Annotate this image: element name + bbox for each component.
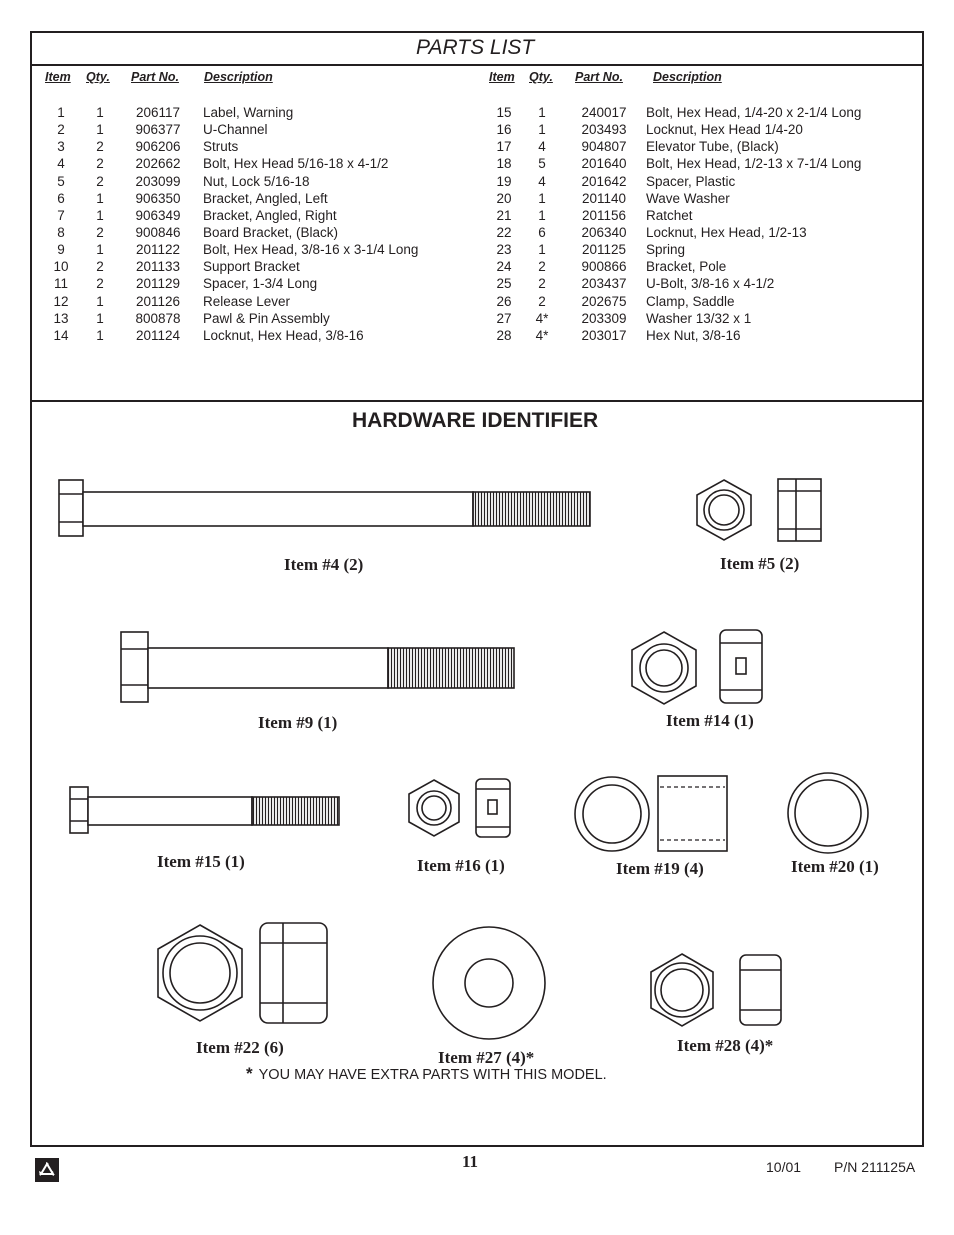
part-number: 201125 — [581, 242, 627, 258]
part-number: 201129 — [135, 276, 181, 292]
quantity: 1 — [96, 310, 104, 326]
item-14-nut-drawing — [632, 630, 762, 704]
description: Bolt, Hex Head, 1/4-20 x 2-1/4 Long — [646, 105, 862, 120]
quantity: 1 — [96, 122, 104, 138]
part-number: 906377 — [135, 122, 181, 138]
quantity: 2 — [96, 139, 104, 155]
quantity: 1 — [538, 190, 546, 206]
part-number: 800878 — [135, 310, 181, 326]
part-number: 904807 — [581, 139, 627, 155]
header-qty: Qty. — [86, 70, 110, 84]
description: Spacer, 1-3/4 Long — [203, 276, 318, 292]
quantity: 4 — [538, 173, 546, 189]
item-27-washer-drawing — [433, 927, 545, 1039]
page-number: 11 — [462, 1152, 479, 1171]
item-number: 4 — [57, 156, 65, 172]
description: Bracket, Angled, Right — [203, 207, 337, 223]
quantity: 1 — [538, 242, 546, 258]
part-number: 201126 — [135, 293, 181, 309]
description: Washer 13/32 x 1 — [646, 310, 752, 326]
item-28-caption: Item #28 (4)* — [677, 1036, 774, 1055]
quantity: 2 — [96, 173, 104, 189]
item-number: 9 — [57, 242, 65, 258]
description: Bolt, Hex Head, 3/8-16 x 3-1/4 Long — [203, 242, 419, 258]
part-number: 906206 — [135, 139, 181, 155]
part-number: 203309 — [581, 310, 627, 326]
item-5-nut-drawing — [697, 479, 821, 541]
description: Locknut, Hex Head, 3/8-16 — [203, 327, 364, 343]
description: Label, Warning — [203, 105, 294, 120]
parts-list-title: PARTS LIST — [416, 36, 535, 59]
item-4-bolt-drawing — [59, 480, 590, 536]
quantity: 2 — [96, 276, 104, 292]
description: Elevator Tube, (Black) — [646, 139, 779, 155]
item-16-caption: Item #16 (1) — [417, 856, 505, 875]
item-19-spacer-drawing — [575, 776, 727, 851]
part-number: 203437 — [581, 276, 627, 292]
item-9-bolt-drawing — [121, 632, 514, 702]
recycle-icon — [34, 1157, 60, 1183]
item-5-caption: Item #5 (2) — [720, 554, 800, 573]
item-20-washer-drawing — [788, 773, 868, 853]
part-number: 201133 — [135, 259, 181, 275]
part-number: 206117 — [135, 105, 181, 120]
item-number: 21 — [496, 207, 512, 223]
quantity: 1 — [96, 327, 104, 343]
footnote — [246, 1064, 607, 1084]
item-number: 7 — [57, 207, 65, 223]
footnote-star: * — [246, 1064, 253, 1083]
description: Clamp, Saddle — [646, 293, 735, 309]
item-number: 8 — [57, 224, 65, 240]
item-19-caption: Item #19 (4) — [616, 859, 704, 878]
quantity: 1 — [96, 293, 104, 309]
part-number: 203493 — [581, 122, 627, 138]
part-number: 201124 — [135, 327, 181, 343]
item-number: 13 — [53, 310, 69, 326]
item-20-caption: Item #20 (1) — [791, 857, 879, 876]
part-number: 201642 — [581, 173, 627, 189]
description: Support Bracket — [203, 259, 300, 275]
description: Spring — [646, 242, 686, 258]
description: U-Bolt, 3/8-16 x 4-1/2 — [646, 276, 775, 292]
item-number: 12 — [53, 293, 69, 309]
item-number: 5 — [57, 173, 65, 189]
description: Wave Washer — [646, 190, 730, 206]
part-number: 202662 — [135, 156, 181, 172]
description: Bracket, Angled, Left — [203, 190, 328, 206]
description: U-Channel — [203, 122, 268, 138]
description: Hex Nut, 3/8-16 — [646, 327, 741, 343]
part-number: 906350 — [135, 190, 181, 206]
description: Bolt, Hex Head, 1/2-13 x 7-1/4 Long — [646, 156, 862, 172]
part-number: 201640 — [581, 156, 627, 172]
part-number: 201140 — [581, 190, 627, 206]
item-number: 19 — [496, 173, 512, 189]
description: Struts — [203, 139, 239, 155]
description: Spacer, Plastic — [646, 173, 736, 189]
quantity: 1 — [96, 242, 104, 258]
part-number: 201156 — [581, 207, 627, 223]
part-number: 201122 — [135, 242, 181, 258]
item-number: 27 — [496, 310, 512, 326]
description: Bolt, Hex Head 5/16-18 x 4-1/2 — [203, 156, 389, 172]
item-number: 20 — [496, 190, 512, 206]
quantity: 2 — [538, 276, 546, 292]
part-number: 900866 — [581, 259, 627, 275]
quantity: 2 — [96, 224, 104, 240]
item-15-bolt-drawing — [70, 787, 339, 833]
quantity: 4* — [535, 327, 549, 343]
quantity: 2 — [96, 156, 104, 172]
item-number: 2 — [57, 122, 65, 138]
header-part-no: Part No. — [575, 70, 623, 84]
item-number: 25 — [496, 276, 512, 292]
item-number: 15 — [496, 105, 512, 120]
quantity: 2 — [538, 259, 546, 275]
quantity: 1 — [538, 105, 546, 120]
quantity: 1 — [96, 190, 104, 206]
item-number: 10 — [53, 259, 69, 275]
quantity: 1 — [538, 207, 546, 223]
header-description: Description — [204, 70, 273, 84]
footnote-text: YOU MAY HAVE EXTRA PARTS WITH THIS MODEL. — [258, 1067, 607, 1083]
part-number: 202675 — [581, 293, 627, 309]
item-22-nut-drawing — [158, 923, 327, 1023]
description: Locknut, Hex Head 1/4-20 — [646, 122, 803, 138]
description: Locknut, Hex Head, 1/2-13 — [646, 224, 807, 240]
quantity: 1 — [96, 105, 104, 120]
item-15-caption: Item #15 (1) — [157, 852, 245, 871]
description: Nut, Lock 5/16-18 — [203, 173, 310, 189]
item-number: 1 — [57, 105, 65, 120]
item-14-caption: Item #14 (1) — [666, 711, 754, 730]
description: Pawl & Pin Assembly — [203, 310, 330, 326]
item-number: 16 — [496, 122, 512, 138]
item-number: 22 — [496, 224, 512, 240]
quantity: 1 — [96, 207, 104, 223]
item-number: 26 — [496, 293, 512, 309]
item-number: 17 — [496, 139, 512, 155]
part-number: 203099 — [135, 173, 181, 189]
item-number: 14 — [53, 327, 69, 343]
header-description: Description — [653, 70, 722, 84]
header-part-no: Part No. — [131, 70, 179, 84]
description: Board Bracket, (Black) — [203, 224, 339, 240]
item-9-caption: Item #9 (1) — [258, 713, 338, 732]
description: Ratchet — [646, 207, 693, 223]
quantity: 4 — [538, 139, 546, 155]
item-number: 28 — [496, 327, 512, 343]
part-number: 206340 — [581, 224, 627, 240]
quantity: 5 — [538, 156, 546, 172]
item-16-nut-drawing — [409, 779, 510, 837]
header-item: Item — [489, 70, 515, 84]
item-4-caption: Item #4 (2) — [284, 555, 364, 574]
item-22-caption: Item #22 (6) — [196, 1038, 284, 1057]
header-qty: Qty. — [529, 70, 553, 84]
revision-date: 10/01 — [766, 1159, 802, 1175]
item-number: 3 — [57, 139, 65, 155]
part-number: 203017 — [581, 327, 627, 343]
item-number: 23 — [496, 242, 512, 258]
item-number: 11 — [53, 276, 68, 292]
part-number: 906349 — [135, 207, 181, 223]
header-item: Item — [45, 70, 71, 84]
quantity: 2 — [96, 259, 104, 275]
quantity: 6 — [538, 224, 546, 240]
item-number: 6 — [57, 190, 65, 206]
description: Release Lever — [203, 293, 291, 309]
quantity: 1 — [538, 122, 546, 138]
item-number: 18 — [496, 156, 512, 172]
item-number: 24 — [496, 259, 512, 275]
part-number: 240017 — [581, 105, 627, 120]
quantity: 2 — [538, 293, 546, 309]
description: Bracket, Pole — [646, 259, 727, 275]
part-number: 900846 — [135, 224, 181, 240]
item-27-caption: Item #27 (4)* — [438, 1048, 535, 1067]
hardware-identifier-title: HARDWARE IDENTIFIER — [352, 409, 599, 432]
part-number: P/N 211125A — [834, 1159, 916, 1175]
quantity: 4* — [535, 310, 549, 326]
item-28-nut-drawing — [651, 954, 781, 1026]
